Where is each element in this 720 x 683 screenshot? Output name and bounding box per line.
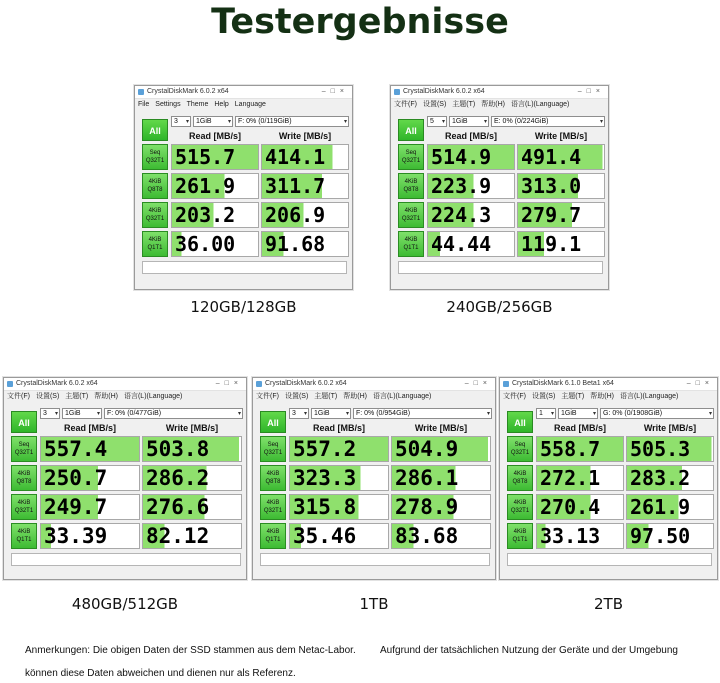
- size-value: 1GiB: [65, 410, 81, 417]
- drive-select[interactable]: [491, 116, 605, 127]
- test-label-line-1: Seq: [514, 442, 526, 448]
- menu-bar: [391, 99, 608, 110]
- menu-item[interactable]: File: [138, 101, 150, 108]
- test-label-line-2: Q32T1: [14, 508, 34, 514]
- drive-value: F: 0% (0/119GiB): [238, 118, 292, 125]
- menu-item[interactable]: 主题(T): [314, 393, 338, 400]
- menu-bar: [500, 391, 717, 402]
- test-label-line-2: Q32T1: [14, 450, 34, 456]
- capacity-caption: 480GB/512GB: [71, 595, 179, 613]
- test-button[interactable]: [11, 465, 37, 491]
- comment-field[interactable]: [260, 553, 490, 566]
- test-label-line-2: Q32T1: [145, 158, 165, 164]
- test-button[interactable]: [507, 523, 533, 549]
- test-label-line-2: Q1T1: [403, 245, 419, 251]
- size-select[interactable]: [558, 408, 598, 419]
- read-header: Read [MB/s]: [63, 423, 116, 433]
- window-controls-icon[interactable]: –□×: [686, 380, 714, 387]
- size-select[interactable]: [62, 408, 102, 419]
- window-controls-icon[interactable]: –□×: [321, 88, 349, 95]
- menu-item[interactable]: 文件(F): [394, 101, 417, 108]
- test-button[interactable]: [142, 173, 168, 199]
- window-titlebar: [253, 378, 495, 391]
- test-label-line-2: Q1T1: [265, 537, 281, 543]
- test-label-line-1: Seq: [267, 442, 279, 448]
- comment-field[interactable]: [507, 553, 712, 566]
- crystaldiskmark-window: [3, 377, 247, 580]
- menu-item[interactable]: 语言(L)(Language): [510, 101, 570, 108]
- crystaldiskmark-window: [134, 85, 353, 290]
- count-select[interactable]: [427, 116, 447, 127]
- menu-item[interactable]: 语言(L)(Language): [372, 393, 432, 400]
- test-label-line-2: Q8T8: [512, 479, 528, 485]
- test-button[interactable]: [398, 144, 424, 170]
- test-button[interactable]: [398, 173, 424, 199]
- test-button[interactable]: [398, 202, 424, 228]
- read-result: 203.2: [171, 202, 259, 228]
- read-result: 272.1: [536, 465, 624, 491]
- size-value: 1GiB: [561, 410, 577, 417]
- menu-item[interactable]: 设置(S): [284, 393, 309, 400]
- read-result: 557.2: [289, 436, 389, 462]
- test-button[interactable]: [142, 231, 168, 257]
- menu-item[interactable]: Help: [214, 101, 229, 108]
- test-label-line-1: 4KiB: [404, 237, 418, 243]
- write-result: 279.7: [517, 202, 605, 228]
- read-header: Read [MB/s]: [553, 423, 606, 433]
- chevron-down-icon: ▾: [486, 411, 490, 417]
- test-button[interactable]: [398, 231, 424, 257]
- size-select[interactable]: [449, 116, 489, 127]
- crystaldiskmark-window: [499, 377, 718, 580]
- menu-item[interactable]: 设置(S): [531, 393, 556, 400]
- test-label-line-1: 4KiB: [404, 208, 418, 214]
- comment-field[interactable]: [11, 553, 241, 566]
- test-label-line-2: Q32T1: [263, 450, 283, 456]
- count-select[interactable]: [171, 116, 191, 127]
- write-result: 414.1: [261, 144, 349, 170]
- test-label-line-2: Q1T1: [16, 537, 32, 543]
- test-button[interactable]: [11, 436, 37, 462]
- read-result: 514.9: [427, 144, 515, 170]
- count-value: 3: [174, 118, 178, 125]
- chevron-down-icon: ▾: [237, 411, 241, 417]
- write-result: 206.9: [261, 202, 349, 228]
- read-result: 261.9: [171, 173, 259, 199]
- test-label-line-1: 4KiB: [17, 529, 31, 535]
- count-value: 5: [430, 118, 434, 125]
- count-value: 3: [43, 410, 47, 417]
- menu-item[interactable]: 帮助(H): [481, 101, 505, 108]
- menu-bar: [4, 391, 246, 402]
- read-header: Read [MB/s]: [188, 131, 241, 141]
- note-line-1: Anmerkungen: Die obigen Daten der SSD stammen aus dem Netac-Labor.: [25, 645, 356, 656]
- test-button[interactable]: [507, 465, 533, 491]
- test-button[interactable]: [507, 436, 533, 462]
- write-result: 491.4: [517, 144, 605, 170]
- count-select[interactable]: [40, 408, 60, 419]
- chevron-down-icon: ▾: [599, 119, 603, 125]
- chevron-down-icon: ▾: [592, 411, 596, 417]
- menu-item[interactable]: 帮助(H): [343, 393, 367, 400]
- menu-item[interactable]: 语言(L)(Language): [619, 393, 679, 400]
- test-button[interactable]: [11, 494, 37, 520]
- count-value: 3: [292, 410, 296, 417]
- window-title: CrystalDiskMark 6.0.2 x64: [16, 380, 98, 387]
- crystaldiskmark-window: [390, 85, 609, 290]
- drive-value: G: 0% (0/1908GiB): [603, 410, 663, 417]
- test-button[interactable]: [260, 523, 286, 549]
- read-result: 315.8: [289, 494, 389, 520]
- write-result: 311.7: [261, 173, 349, 199]
- test-label-line-1: 4KiB: [148, 179, 162, 185]
- size-value: 1GiB: [314, 410, 330, 417]
- write-result: 503.8: [142, 436, 242, 462]
- drive-select[interactable]: [353, 408, 492, 419]
- menu-item[interactable]: 语言(L)(Language): [123, 393, 183, 400]
- test-label-line-1: 4KiB: [266, 500, 280, 506]
- chevron-down-icon: ▾: [227, 119, 231, 125]
- read-result: 249.7: [40, 494, 140, 520]
- app-icon: [138, 89, 144, 95]
- size-select[interactable]: [311, 408, 351, 419]
- test-label-line-1: 4KiB: [513, 529, 527, 535]
- read-result: 558.7: [536, 436, 624, 462]
- app-icon: [503, 381, 509, 387]
- write-result: 278.9: [391, 494, 491, 520]
- chevron-down-icon: ▾: [96, 411, 100, 417]
- test-label-line-2: Q32T1: [510, 508, 530, 514]
- write-result: 83.68: [391, 523, 491, 549]
- read-result: 223.9: [427, 173, 515, 199]
- test-label-line-1: 4KiB: [266, 471, 280, 477]
- menu-item[interactable]: 主题(T): [65, 393, 89, 400]
- menu-item[interactable]: 设置(S): [35, 393, 60, 400]
- read-result: 224.3: [427, 202, 515, 228]
- test-label-line-1: Seq: [405, 150, 417, 156]
- test-label-line-2: Q32T1: [263, 508, 283, 514]
- menu-item[interactable]: Settings: [155, 101, 181, 108]
- test-label-line-1: 4KiB: [513, 471, 527, 477]
- write-header: Write [MB/s]: [534, 131, 588, 141]
- menu-bar: [253, 391, 495, 402]
- drive-value: E: 0% (0/224GiB): [494, 118, 549, 125]
- read-result: 250.7: [40, 465, 140, 491]
- drive-select[interactable]: [104, 408, 243, 419]
- write-result: 276.6: [142, 494, 242, 520]
- write-result: 313.0: [517, 173, 605, 199]
- chevron-down-icon: ▾: [345, 411, 349, 417]
- window-title: CrystalDiskMark 6.0.2 x64: [403, 88, 485, 95]
- test-label-line-2: Q8T8: [403, 187, 419, 193]
- test-label-line-2: Q1T1: [512, 537, 528, 543]
- read-result: 33.39: [40, 523, 140, 549]
- all-button[interactable]: All: [11, 411, 37, 433]
- write-result: 91.68: [261, 231, 349, 257]
- write-header: Write [MB/s]: [414, 423, 468, 433]
- chevron-down-icon: ▾: [54, 411, 58, 417]
- chevron-down-icon: ▾: [708, 411, 712, 417]
- capacity-caption: 2TB: [594, 595, 623, 613]
- window-controls-icon[interactable]: –□×: [464, 380, 492, 387]
- test-label-line-1: Seq: [18, 442, 30, 448]
- test-label-line-1: 4KiB: [148, 208, 162, 214]
- menu-item[interactable]: 帮助(H): [590, 393, 614, 400]
- menu-item[interactable]: Language: [234, 101, 266, 108]
- capacity-caption: 1TB: [359, 595, 389, 613]
- window-titlebar: [135, 86, 352, 99]
- write-result: 505.3: [626, 436, 714, 462]
- test-label-line-2: Q8T8: [265, 479, 281, 485]
- window-title: CrystalDiskMark 6.0.2 x64: [147, 88, 229, 95]
- read-result: 515.7: [171, 144, 259, 170]
- read-header: Read [MB/s]: [444, 131, 497, 141]
- write-result: 119.1: [517, 231, 605, 257]
- window-controls-icon[interactable]: –□×: [577, 88, 605, 95]
- test-label-line-1: 4KiB: [17, 500, 31, 506]
- test-button[interactable]: [11, 523, 37, 549]
- window-title: CrystalDiskMark 6.1.0 Beta1 x64: [512, 380, 614, 387]
- write-result: 82.12: [142, 523, 242, 549]
- write-header: Write [MB/s]: [643, 423, 697, 433]
- test-button[interactable]: [142, 202, 168, 228]
- test-button[interactable]: [260, 494, 286, 520]
- test-label-line-2: Q1T1: [147, 245, 163, 251]
- test-label-line-1: 4KiB: [404, 179, 418, 185]
- read-result: 35.46: [289, 523, 389, 549]
- read-result: 323.3: [289, 465, 389, 491]
- menu-item[interactable]: Theme: [186, 101, 209, 108]
- count-select[interactable]: [536, 408, 556, 419]
- test-label-line-2: Q8T8: [16, 479, 32, 485]
- all-button[interactable]: All: [507, 411, 533, 433]
- menu-item[interactable]: 主题(T): [561, 393, 585, 400]
- test-label-line-2: Q32T1: [401, 216, 421, 222]
- crystaldiskmark-window: [252, 377, 496, 580]
- read-result: 36.00: [171, 231, 259, 257]
- test-label-line-2: Q32T1: [145, 216, 165, 222]
- menu-item[interactable]: 主题(T): [452, 101, 476, 108]
- all-button[interactable]: All: [142, 119, 168, 141]
- chevron-down-icon: ▾: [550, 411, 554, 417]
- all-button[interactable]: All: [260, 411, 286, 433]
- menu-item[interactable]: 设置(S): [422, 101, 447, 108]
- test-button[interactable]: [507, 494, 533, 520]
- test-label-line-1: Seq: [149, 150, 161, 156]
- size-value: 1GiB: [196, 118, 212, 125]
- write-header: Write [MB/s]: [165, 423, 219, 433]
- test-button[interactable]: [142, 144, 168, 170]
- menu-item[interactable]: 文件(F): [256, 393, 279, 400]
- size-select[interactable]: [193, 116, 233, 127]
- write-header: Write [MB/s]: [278, 131, 332, 141]
- all-button[interactable]: All: [398, 119, 424, 141]
- test-label-line-2: Q32T1: [401, 158, 421, 164]
- read-header: Read [MB/s]: [312, 423, 365, 433]
- read-result: 44.44: [427, 231, 515, 257]
- drive-value: F: 0% (0/477GiB): [107, 410, 162, 417]
- page-title: Testergebnisse: [211, 2, 509, 42]
- write-result: 261.9: [626, 494, 714, 520]
- test-label-line-1: 4KiB: [148, 237, 162, 243]
- drive-value: F: 0% (0/954GiB): [356, 410, 411, 417]
- chevron-down-icon: ▾: [303, 411, 307, 417]
- chevron-down-icon: ▾: [441, 119, 445, 125]
- write-result: 286.2: [142, 465, 242, 491]
- window-title: CrystalDiskMark 6.0.2 x64: [265, 380, 347, 387]
- chevron-down-icon: ▾: [343, 119, 347, 125]
- note-line-2: können diese Daten abweichen und dienen nur als Referenz.: [25, 668, 296, 679]
- chevron-down-icon: ▾: [483, 119, 487, 125]
- capacity-caption: 240GB/256GB: [446, 298, 553, 316]
- menu-bar: [135, 99, 352, 110]
- chevron-down-icon: ▾: [185, 119, 189, 125]
- count-select[interactable]: [289, 408, 309, 419]
- test-label-line-2: Q8T8: [147, 187, 163, 193]
- test-button[interactable]: [260, 465, 286, 491]
- capacity-caption: 120GB/128GB: [190, 298, 297, 316]
- menu-item[interactable]: 帮助(H): [94, 393, 118, 400]
- test-label-line-1: 4KiB: [17, 471, 31, 477]
- read-result: 557.4: [40, 436, 140, 462]
- write-result: 283.2: [626, 465, 714, 491]
- app-icon: [394, 89, 400, 95]
- read-result: 33.13: [536, 523, 624, 549]
- test-label-line-2: Q32T1: [510, 450, 530, 456]
- app-icon: [7, 381, 13, 387]
- window-titlebar: [4, 378, 246, 391]
- drive-select[interactable]: [600, 408, 714, 419]
- count-value: 1: [539, 410, 543, 417]
- test-button[interactable]: [260, 436, 286, 462]
- note-line-1-right: Aufgrund der tatsächlichen Nutzung der Geräte und der Umgebung: [380, 645, 678, 656]
- read-result: 270.4: [536, 494, 624, 520]
- comment-field[interactable]: [142, 261, 347, 274]
- write-result: 97.50: [626, 523, 714, 549]
- drive-select[interactable]: [235, 116, 349, 127]
- window-titlebar: [500, 378, 717, 391]
- window-controls-icon[interactable]: –□×: [215, 380, 243, 387]
- test-label-line-1: 4KiB: [266, 529, 280, 535]
- menu-item[interactable]: 文件(F): [503, 393, 526, 400]
- menu-item[interactable]: 文件(F): [7, 393, 30, 400]
- write-result: 286.1: [391, 465, 491, 491]
- test-label-line-1: 4KiB: [513, 500, 527, 506]
- comment-field[interactable]: [398, 261, 603, 274]
- app-icon: [256, 381, 262, 387]
- size-value: 1GiB: [452, 118, 468, 125]
- write-result: 504.9: [391, 436, 491, 462]
- window-titlebar: [391, 86, 608, 99]
